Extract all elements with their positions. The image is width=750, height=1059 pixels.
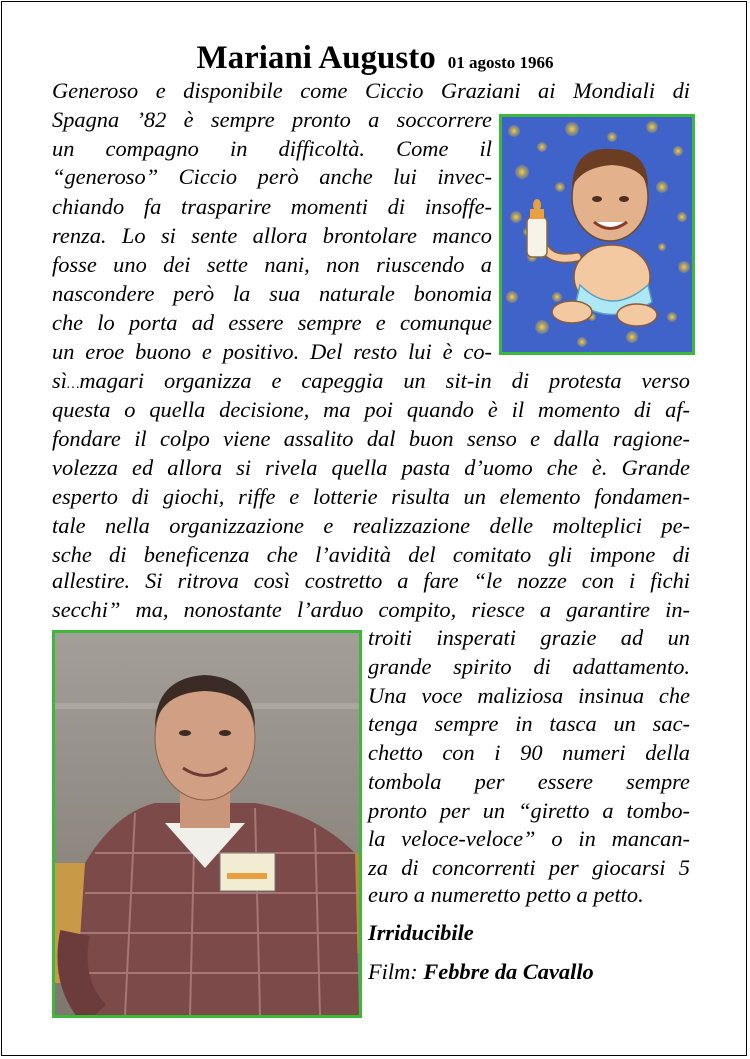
body-line-25: tombola per essere sempre [368, 769, 690, 794]
body-line-16: tale nella organizzazione e realizzazione delle molteplici pe- [52, 513, 690, 538]
body-line-17: sche di beneficenza che l’avidità del comitato gli impone di [52, 542, 690, 567]
body-line-23: tenga sempre in tasca un sac- [368, 711, 690, 736]
film-label: Film: [368, 959, 424, 984]
film-title: Febbre da Cavallo [423, 959, 594, 984]
body-line-2: Spagna ’82 è sempre pronto a soccorrere [52, 107, 492, 132]
body-line-19: secchi” ma, nonostante l’arduo compito, riesce a garantire in- [52, 597, 690, 622]
body-line-11-text: magari organizza e capeggia un sit-in di protesta verso [79, 368, 690, 393]
person-name: Mariani Augusto [196, 40, 436, 76]
man-photo-image [52, 630, 362, 1018]
body-line-6: renza. Lo si sente allora brontolare manco [52, 223, 492, 248]
body-line-20: troiti insperati grazie ad un [368, 625, 690, 650]
body-line-4: “generoso” Ciccio però anche lui invec- [52, 164, 492, 189]
body-line-26: pronto per un “giretto a tombo- [368, 798, 690, 823]
page [1, 1, 747, 1056]
title-row [2, 40, 748, 77]
body-line-28: za di concorrenti per giocarsi 5 [368, 855, 690, 880]
body-line-14: volezza ed allora si rivela quella pasta d’uomo che è. Grande [52, 455, 690, 480]
body-line-29: euro a numeretto petto a petto. [368, 882, 644, 907]
nickname: Irriducibile [368, 920, 474, 945]
body-line-22: Una voce maliziosa insinua che [368, 683, 690, 708]
body-line-5: chiando fa trasparire momenti di insoffe- [52, 194, 492, 219]
body-line-18: allestire. Si ritrova così costretto a fare “le nozze con i fichi [52, 568, 690, 593]
body-line-12: questa o quella decisione, ma poi quando è il momento di af- [52, 397, 690, 422]
body-line-9: che lo porta ad essere sempre e comunque [52, 310, 492, 335]
body-line-1: Generoso e disponibile come Ciccio Graziani ai Mondiali di [52, 78, 690, 103]
body-line-27: la veloce-veloce” o in mancan- [368, 826, 690, 851]
body-line-24: chetto con i 90 numeri della [368, 740, 690, 765]
ellipsis: … [66, 377, 80, 392]
film-line [368, 958, 690, 986]
birth-date: 01 agosto 1966 [447, 53, 554, 72]
body-line-3: un compagno in difficoltà. Come il [52, 136, 492, 161]
body-line-7: fosse uno dei sette nani, non riuscendo a [52, 252, 492, 277]
body-line-11 [52, 367, 690, 395]
body-line-11-prefix: sì [52, 368, 67, 393]
body-line-8: nascondere però la sua naturale bonomia [52, 281, 492, 306]
body-line-13: fondare il colpo viene assalito dal buon senso e dalla ragione- [52, 426, 690, 451]
body-line-15: esperto di giochi, riffe e lotterie risulta un elemento fondamen- [52, 484, 690, 509]
baby-cartoon-image [499, 114, 695, 355]
body-line-10: un eroe buono e positivo. Del resto lui è co- [52, 339, 492, 364]
body-line-21: grande spirito di adattamento. [368, 654, 690, 679]
